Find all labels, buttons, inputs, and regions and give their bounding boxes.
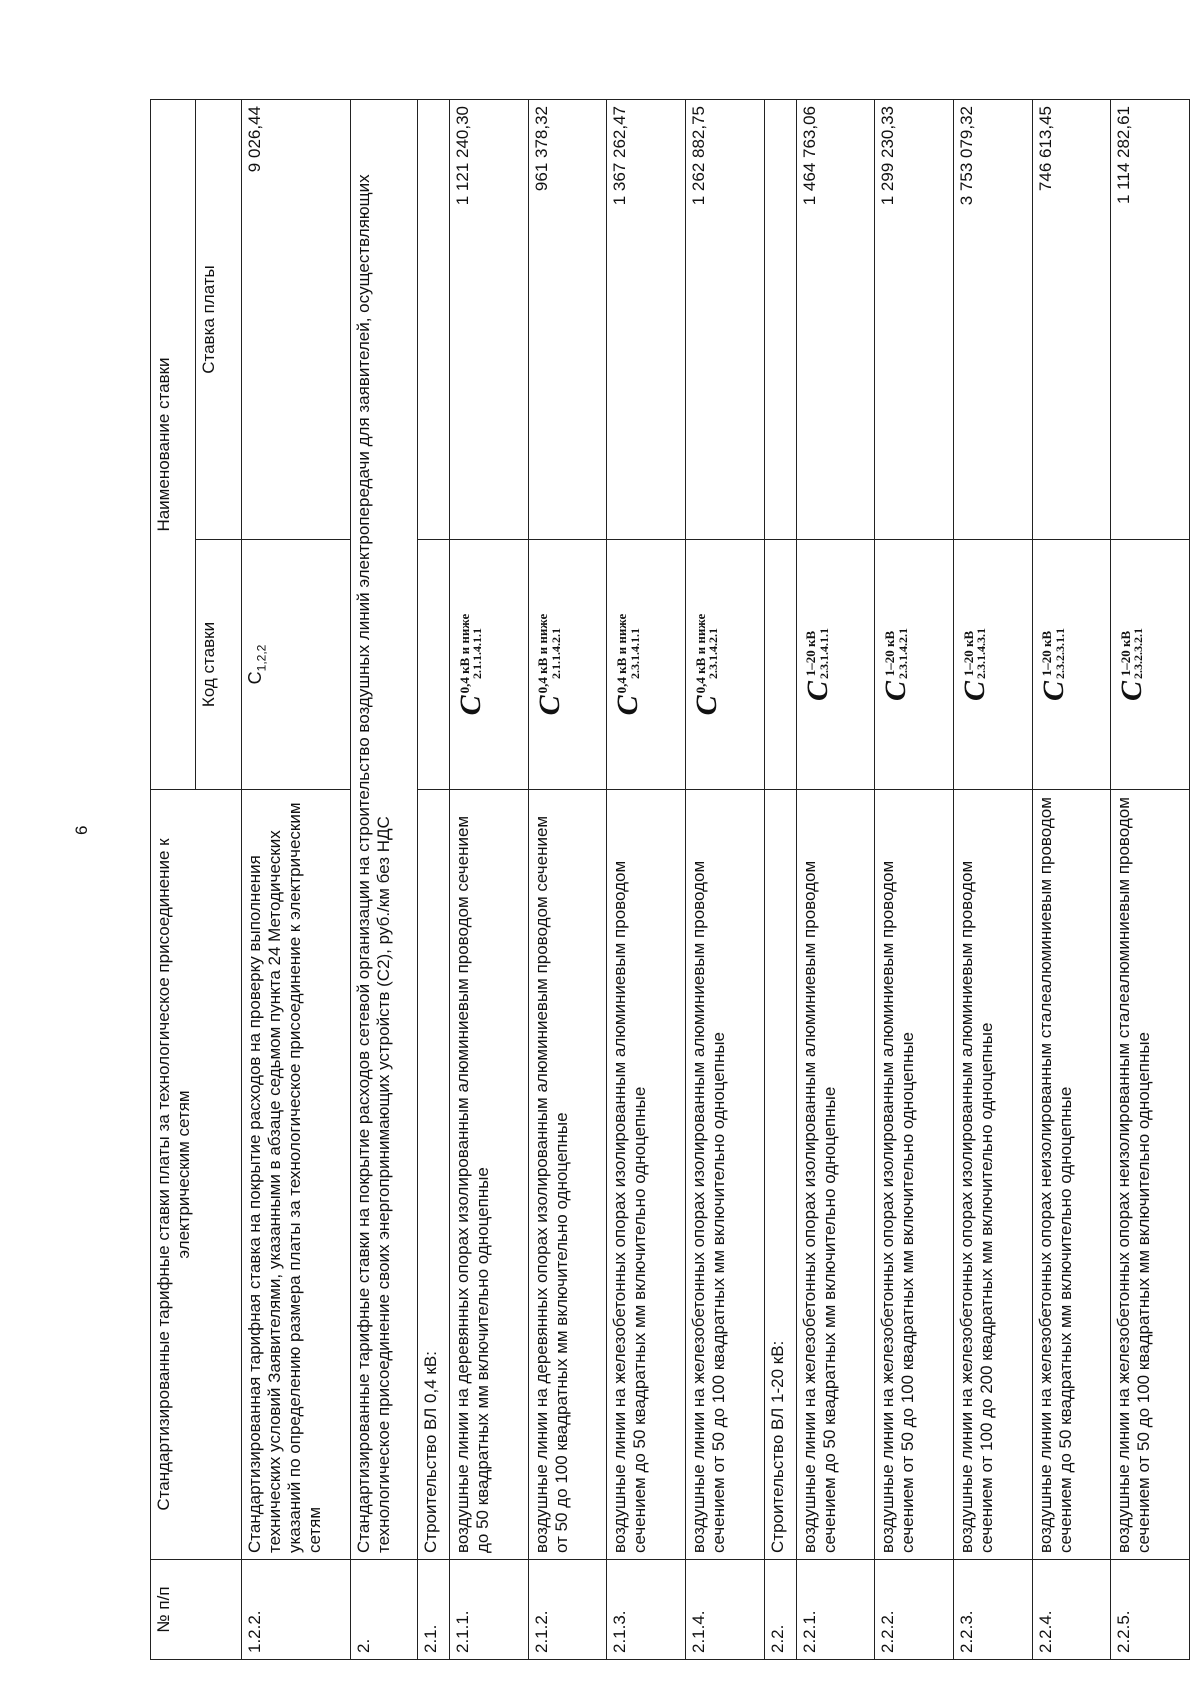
header-rate-name-group: Наименование ставки — [151, 100, 196, 790]
row-no: 2.1.4. — [685, 1560, 764, 1660]
rate-code-symbol: C 0,4 кВ и ниже 2.1.1.4.2.1 — [532, 613, 566, 716]
section-row — [351, 100, 418, 1660]
rate-value: 1 262 882,75 — [685, 100, 764, 540]
rate-code-symbol: C 1–20 кВ 2.3.2.3.2.1 — [1115, 628, 1149, 702]
table-row — [685, 100, 764, 1660]
rate-value: 3 753 079,32 — [954, 100, 1033, 540]
row-description: воздушные линии на железобетонных опорах изолированным алюминиевым проводом сечением от 100 до 200 квадратных мм включительно одноцепные — [954, 790, 1033, 1560]
rate-value: 1 114 282,61 — [1111, 100, 1190, 540]
row-no: 1.2.2. — [241, 1560, 351, 1660]
subsection-row — [417, 100, 449, 1660]
row-description: воздушные линии на железобетонных опорах неизолированным сталеалюминиевым проводом сечением до 50 квадратных мм включительно одноцепные — [1032, 790, 1111, 1560]
row-no: 2. — [351, 1560, 418, 1660]
table-row — [1032, 100, 1111, 1660]
rate-code-symbol: C 1–20 кВ 2.3.1.4.2.1 — [879, 628, 913, 702]
row-description: воздушные линии на железобетонных опорах неизолированным сталеалюминиевым проводом сечением от 50 до 100 квадратных мм включительно одноцепные — [1111, 790, 1190, 1560]
table-row — [528, 100, 607, 1660]
rate-code — [954, 540, 1033, 790]
rate-code — [241, 540, 351, 790]
row-no: 2.2.5. — [1111, 1560, 1190, 1660]
row-no: 2.2.3. — [954, 1560, 1033, 1660]
row-description: Стандартизированная тарифная ставка на покрытие расходов на проверку выполнения технических условий Заявителями, указанными в абзаце седьмом пункта 24 Методических указаний по определению размера платы за технологическое присоединение к электрическим сетям — [241, 790, 351, 1560]
rate-value: 961 378,32 — [528, 100, 607, 540]
header-row-1 — [151, 100, 196, 1660]
rate-value: 746 613,45 — [1032, 100, 1111, 540]
rate-code — [875, 540, 954, 790]
header-no: № п/п — [151, 1560, 242, 1660]
empty-cell — [764, 100, 796, 540]
header-code: Код ставки — [196, 540, 241, 790]
row-description: воздушные линии на деревянных опорах изолированным алюминиевым проводом сечением до 50 квадратных мм включительно одноцепные — [450, 790, 529, 1560]
row-description: Строительство ВЛ 1-20 кВ: — [764, 790, 796, 1560]
table-row — [450, 100, 529, 1660]
rate-code — [1032, 540, 1111, 790]
row-no: 2.1.2. — [528, 1560, 607, 1660]
table-row — [1111, 100, 1190, 1660]
empty-cell — [417, 540, 449, 790]
rate-code — [528, 540, 607, 790]
table-row — [241, 100, 351, 1660]
table-row — [607, 100, 686, 1660]
row-no: 2.1.3. — [607, 1560, 686, 1660]
rate-value: 9 026,44 — [241, 100, 351, 540]
rate-code-symbol: $C_{1,2,2}$ — [244, 644, 269, 685]
rate-code-symbol: C 1–20 кВ 2.3.2.3.1.1 — [1036, 628, 1070, 702]
rate-code — [1111, 540, 1190, 790]
rate-value: 1 299 230,33 — [875, 100, 954, 540]
row-description: воздушные линии на железобетонных опорах изолированным алюминиевым проводом сечением до 50 квадратных мм включительно одноцепные — [607, 790, 686, 1560]
row-no: 2.1. — [417, 1560, 449, 1660]
header-description: Стандартизированные тарифные ставки платы за технологическое присоединение к электрическим сетям — [151, 790, 242, 1560]
rate-code-symbol: C 0,4 кВ и ниже 2.3.1.4.2.1 — [689, 613, 723, 716]
rate-code — [796, 540, 875, 790]
row-description: воздушные линии на деревянных опорах изолированным алюминиевым проводом сечением от 50 до 100 квадратных мм включительно одноцепные — [528, 790, 607, 1560]
row-description: воздушные линии на железобетонных опорах изолированным алюминиевым проводом сечением до 50 квадратных мм включительно одноцепные — [796, 790, 875, 1560]
row-no: 2.1.1. — [450, 1560, 529, 1660]
page-number: 6 — [72, 825, 91, 835]
empty-cell — [764, 540, 796, 790]
row-no: 2.2.1. — [796, 1560, 875, 1660]
rate-code — [607, 540, 686, 790]
subsection-row — [764, 100, 796, 1660]
section-title: Стандартизированные тарифные ставки на покрытие расходов сетевой организации на строительство воздушных линий электропередачи для заявителей, осуществляющих технологическое присоединение своих энергопринимающих устройств (С2), руб./км без НДС — [351, 100, 418, 1560]
header-rate: Ставка платы — [196, 100, 241, 540]
table-row — [954, 100, 1033, 1660]
tariff-rates-table — [150, 99, 1190, 1660]
rate-code — [450, 540, 529, 790]
row-description: воздушные линии на железобетонных опорах изолированным алюминиевым проводом сечением от 50 до 100 квадратных мм включительно одноцепные — [875, 790, 954, 1560]
rate-code — [685, 540, 764, 790]
rate-value: 1 121 240,30 — [450, 100, 529, 540]
table-row — [796, 100, 875, 1660]
empty-cell — [417, 100, 449, 540]
rate-value: 1 367 262,47 — [607, 100, 686, 540]
table-row — [875, 100, 954, 1660]
rate-code-symbol: C 0,4 кВ и ниже 2.3.1.4.1.1 — [611, 613, 645, 716]
rotated-table-wrapper — [150, 100, 1190, 1660]
row-description: воздушные линии на железобетонных опорах изолированным алюминиевым проводом сечением от 50 до 100 квадратных мм включительно одноцепные — [685, 790, 764, 1560]
rate-code-symbol: C 1–20 кВ 2.3.1.4.1.1 — [800, 628, 834, 702]
row-no: 2.2.2. — [875, 1560, 954, 1660]
rate-value: 1 464 763,06 — [796, 100, 875, 540]
rate-code-symbol: C 0,4 кВ и ниже 2.1.1.4.1.1 — [454, 613, 488, 716]
row-no: 2.2. — [764, 1560, 796, 1660]
row-description: Строительство ВЛ 0,4 кВ: — [417, 790, 449, 1560]
row-no: 2.2.4. — [1032, 1560, 1111, 1660]
rate-code-symbol: C 1–20 кВ 2.3.1.4.3.1 — [958, 628, 992, 702]
